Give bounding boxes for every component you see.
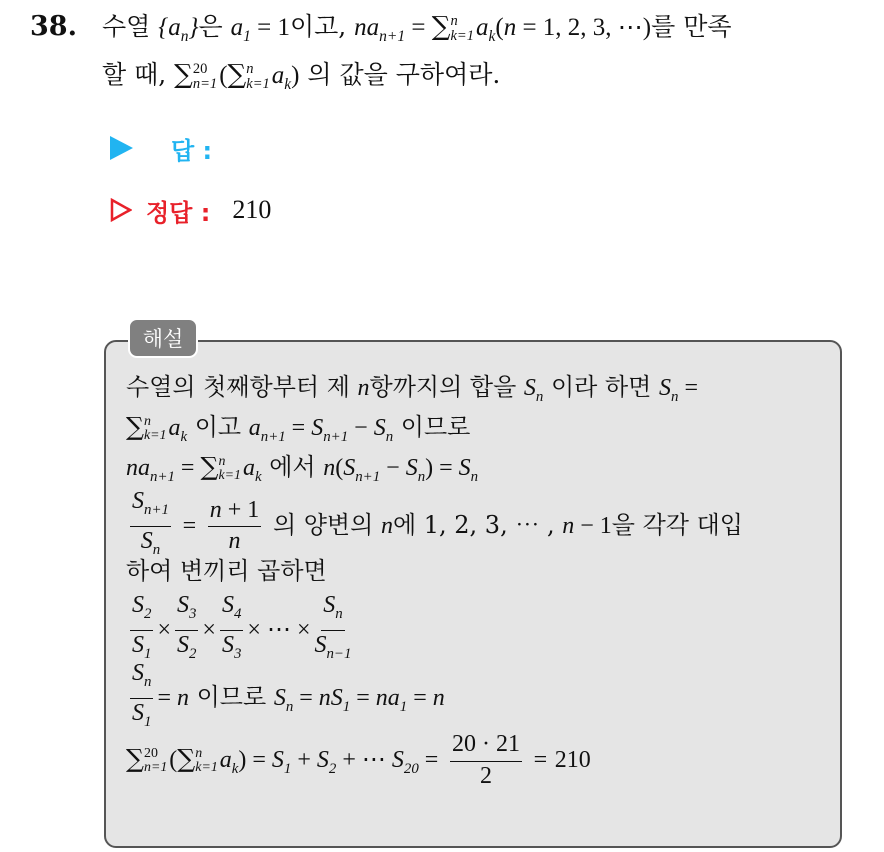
math-n-2: n	[380, 512, 393, 539]
math-frac-n: $\frac{n + 1}{n}$	[209, 496, 260, 555]
play-icon	[110, 136, 133, 160]
question-text	[102, 8, 870, 104]
math-n: n	[357, 375, 370, 401]
solution-line-8: ∑ 20 n=1 (∑ n k=1 $a_k) = S_1 + S_2$ + ⋯ $S_{20}$ = $\frac{20 \cdot 21}{2}$ = 210	[126, 730, 591, 789]
outline-play-icon	[110, 198, 132, 222]
answer-label: 답 :	[171, 136, 213, 165]
problem	[30, 8, 870, 104]
solution-line-2: ∑ n k=1 $a_k$ 이고 $a_{n+1} = S_{n+1} - S_n$ 이므로	[126, 412, 471, 445]
math-frac-Sn-S1: $\frac{S_n}{S_1}$	[132, 660, 152, 731]
math-n-minus-1: n − 1	[562, 512, 612, 539]
math-Sn-eq: $S_n$ =	[659, 375, 698, 405]
solution-line-7: $\frac{S_n}{S_1}$ = n 이므로 $S_n = nS_1 = na_1 = n$	[126, 660, 826, 724]
correct-answer-row	[110, 188, 271, 232]
solution-line-3: $na_{n+1}$ = ∑ n k=1 $a_k$ 에서 $n(S_{n+1} - S_n) = S_n$	[126, 452, 479, 485]
math-recurrence-2: $na_{n+1}$ = ∑ n k=1 $a_k$	[126, 452, 262, 485]
question-number: 38.	[30, 11, 77, 42]
math-frac-S3-S2: $\frac{S_3}{S_2}$	[176, 592, 197, 663]
math-n-Sdiff: $n(S_{n+1} - S_n) = S_n$	[323, 455, 479, 485]
math-Sn-result: $S_n = nS_1 = na_1 = n$	[273, 684, 445, 715]
solution-result: 210	[554, 747, 591, 773]
question-line-2: 할 때, ∑ 20 n=1 (∑ n k=1 $a_k$) 의 값을 구하여라.	[102, 60, 501, 93]
solution-tag: 해설	[128, 318, 198, 358]
math-frac-S: $\frac{S_{n+1}}{S_n}$	[132, 488, 169, 559]
math-Sn: $S_n$	[523, 375, 544, 405]
math-double-sum: ∑ 20 n=1 (∑ n k=1 $a_k$)	[174, 60, 300, 93]
math-recurrence: $na_{n+1}$ = ∑ n k=1 $a_k(n = 1$, 2, 3, ⋯)	[354, 12, 652, 45]
math-eq-n: = n	[157, 684, 189, 711]
math-frac-S4-S3: $\frac{S_4}{S_3}$	[221, 592, 242, 663]
correct-answer-label: 정답 :	[146, 198, 211, 227]
solution-line-1: 수열의 첫째항부터 제 n항까지의 합을 $S_n$ 이라 하면 $S_n$ =	[126, 373, 698, 405]
answer-row	[110, 126, 212, 170]
solution-line-5: 하여 변끼리 곱하면	[126, 557, 327, 585]
solution-line-6: $\frac{S_2}{S_1}$ × $\frac{S_3}{S_2}$ × $\frac{S_4}{S_3}$ × ⋯ × $\frac{S_n}{S_{n-1}}$	[126, 592, 826, 660]
math-seq-an: $\{a_n\}$	[158, 14, 199, 45]
question-line-1: 수열 $\{a_n\}$은 $a_1 = 1$이고, $na_{n+1}$ = ∑ n k=1 $a_k(n = 1$, 2, 3, ⋯)를 만족	[102, 12, 732, 45]
math-frac-20x21: $\frac{20 \cdot 21}{2}$	[451, 730, 520, 789]
solution-line-4: $\frac{S_{n+1}}{S_n}$ = $\frac{n + 1}{n}$ 의 양변의 n에 1, 2, 3, ⋯ , n − 1을 각각 대입	[126, 488, 826, 552]
math-frac-S2-S1: $\frac{S_2}{S_1}$	[132, 592, 152, 663]
math-a-diff: $a_{n+1} = S_{n+1} - S_n$	[248, 415, 394, 445]
math-final-sum: ∑ 20 n=1 (∑ n k=1 $a_k) = S_1 + S_2$ + ⋯ $S_{20}$ =	[126, 744, 439, 777]
solution-content	[126, 368, 826, 794]
correct-answer-value: 210	[232, 195, 272, 224]
math-a1-eq-1: $a_1 = 1$	[230, 14, 290, 45]
math-frac-Sn-Sn1: $\frac{S_n}{S_{n-1}}$	[314, 592, 352, 663]
math-sum-ak: ∑ n k=1 $a_k$	[126, 412, 188, 445]
